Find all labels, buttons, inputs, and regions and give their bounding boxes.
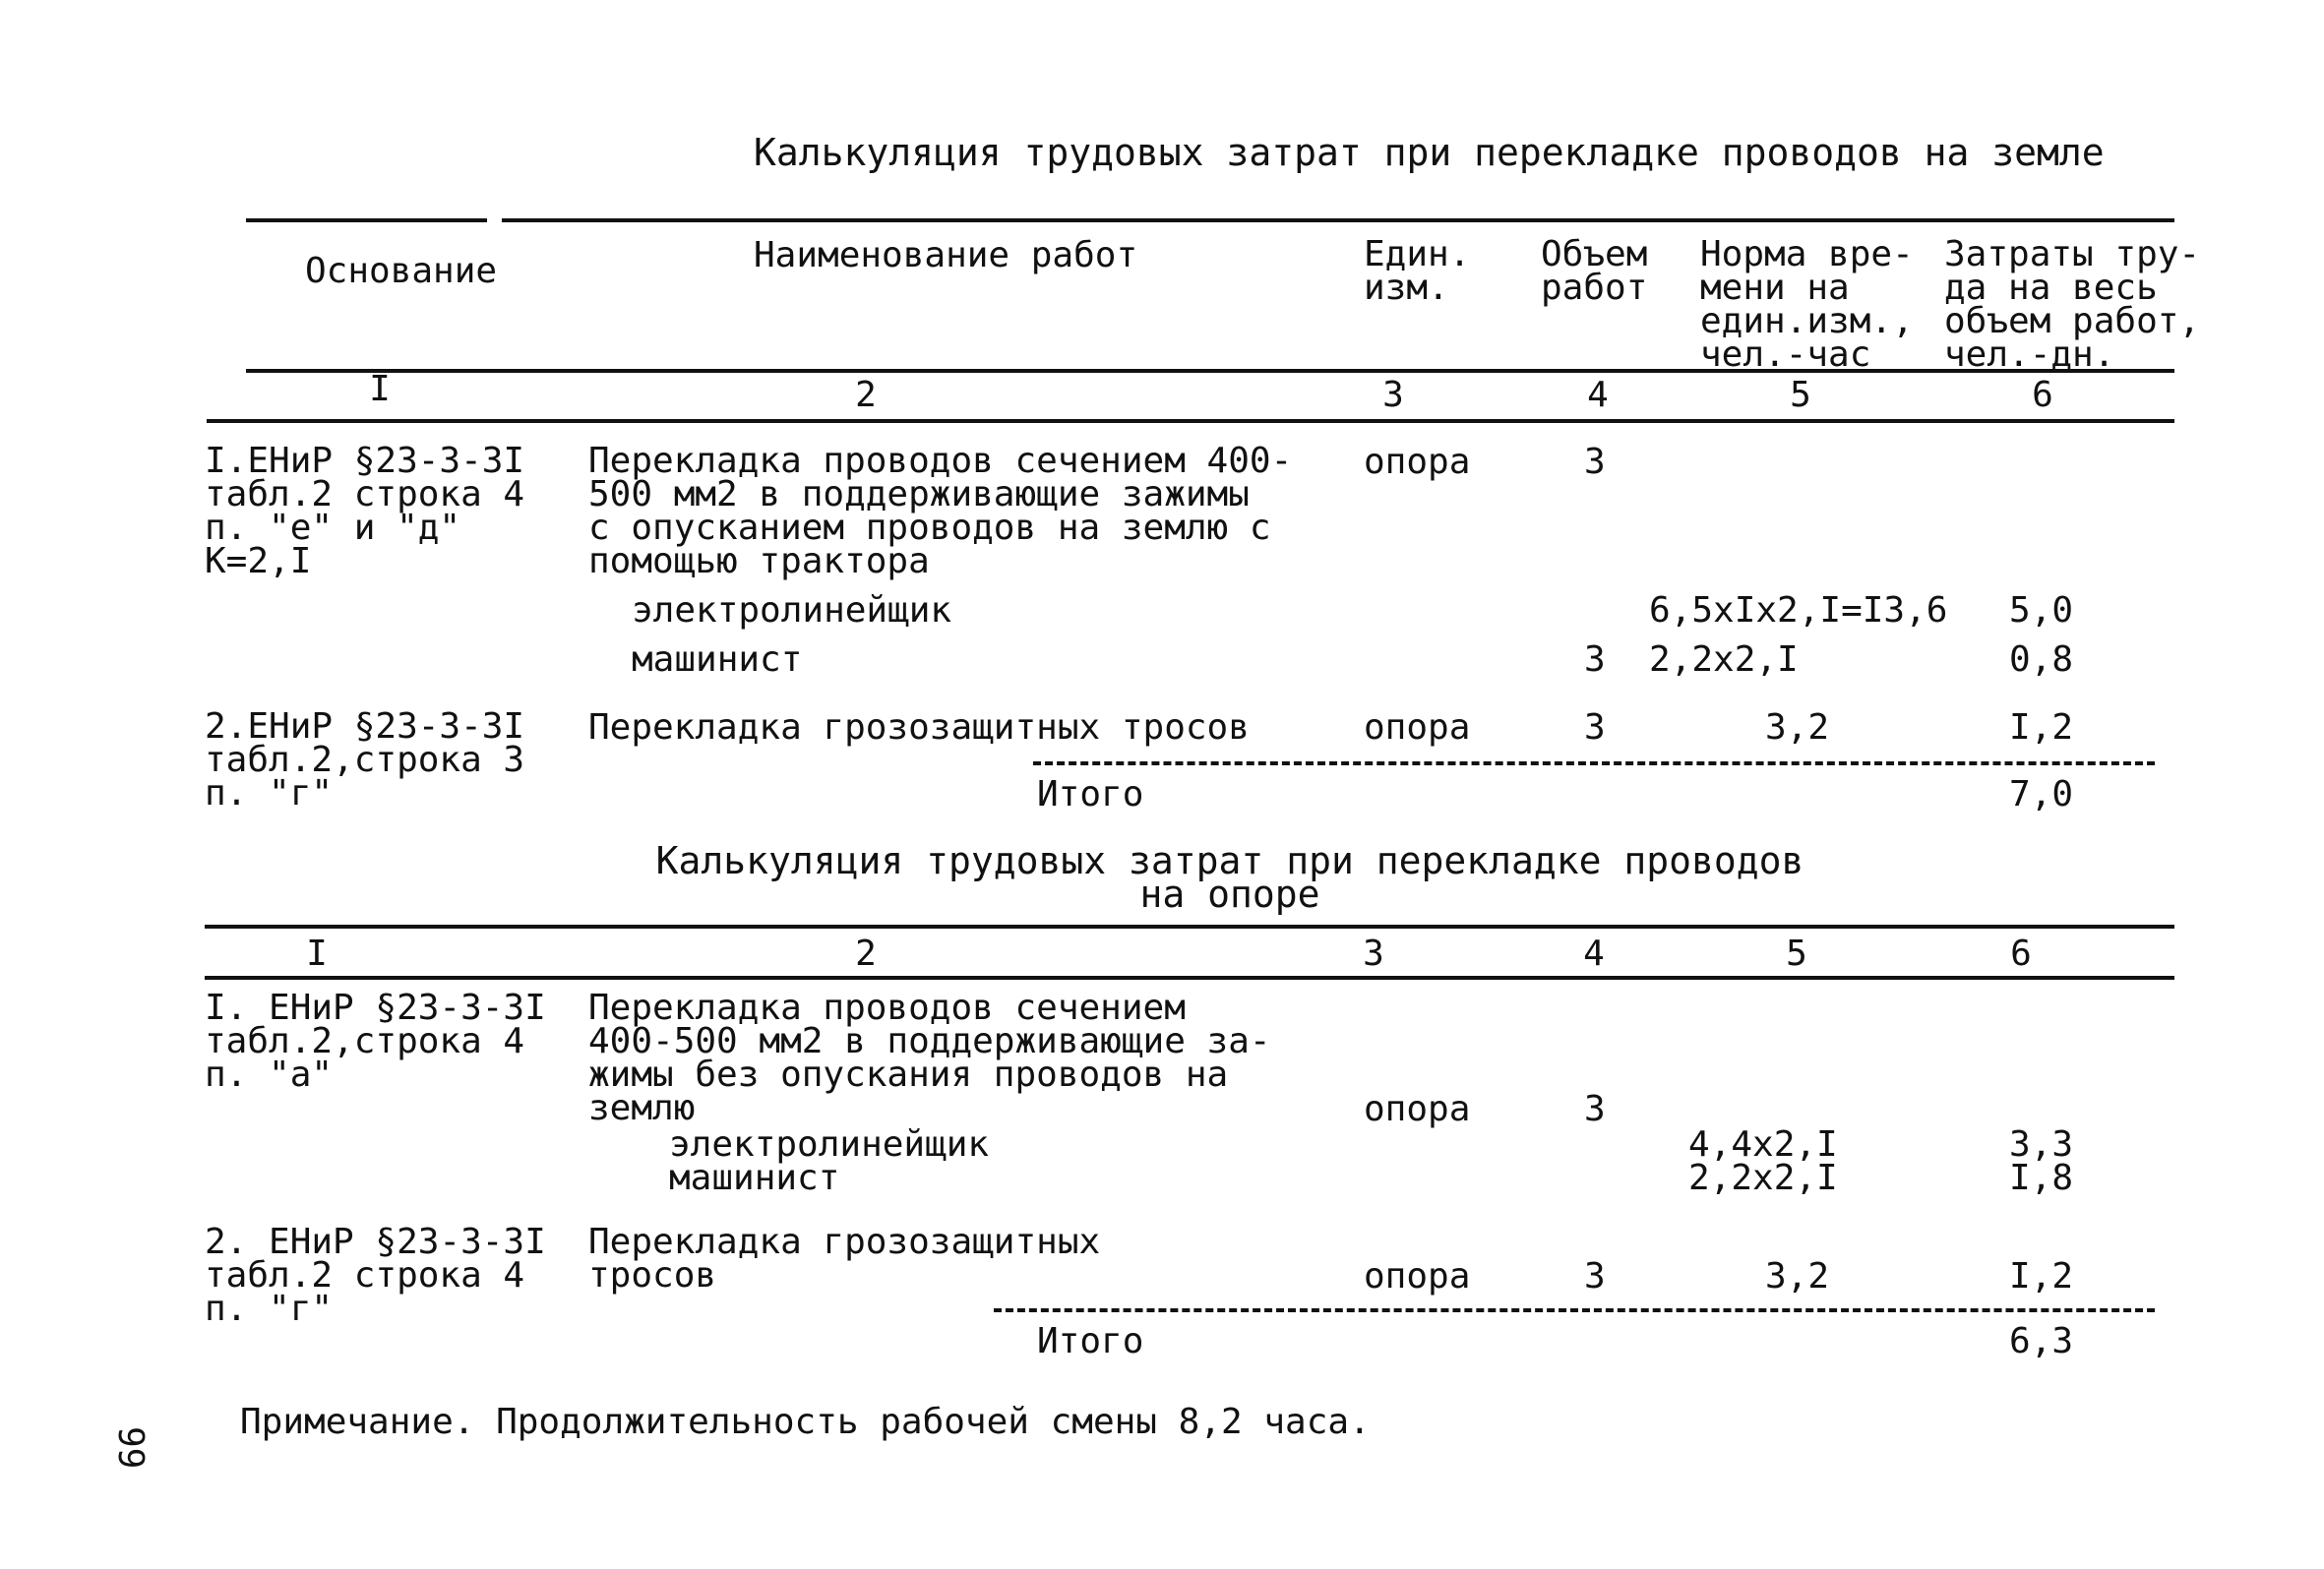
table1-colnum-5: 5 [1790,375,1811,415]
table1-total-dashes [1033,761,2155,765]
table1-row2-cost: I,2 [2009,707,2074,748]
table2-row2-norm: 3,2 [1765,1256,1830,1297]
table1-row1-worker2-name: машинист [632,639,803,680]
table2-row1-basis: I. ЕНиР §23-3-3I табл.2,строка 4 п. "а" [205,988,546,1095]
table2-row1-worker2-norm: 2,2х2,I [1688,1158,1838,1198]
table1-header-unit: Един. изм. [1364,234,1471,308]
table1-colnum-4: 4 [1587,375,1609,415]
table2-colnum-5: 5 [1786,934,1807,974]
table2-colnum-6: 6 [2010,934,2032,974]
table2-row1-worker2-name: машинист [669,1158,840,1198]
table1-top-rule [502,218,2174,222]
table1-title: Калькуляция трудовых затрат при перекладке проводов на земле [754,131,2105,174]
table1-header-volume: Объем работ [1541,234,1648,308]
footnote: Примечание. Продолжительность рабочей смены 8,2 часа. [240,1402,1371,1442]
table1-row2-volume: 3 [1584,707,1606,748]
table1-row1-name: Перекладка проводов сечением 400- 500 мм2 в поддерживающие зажимы с опусканием проводов на землю с помощью трактора [588,441,1293,581]
table2-colnum-4: 4 [1583,934,1605,974]
table1-row1-worker1-norm: 6,5хIх2,I=I3,6 [1649,590,1948,631]
table1-row2-unit: опора [1364,707,1471,748]
table1-header-cost: Затраты тру- да на весь объем работ, чел.-дн. [1944,234,2201,375]
table2-title-line2: на опоре [1139,873,1320,916]
table2-row1-unit: опора [1364,1089,1471,1129]
table1-header-norm: Норма вре- мени на един.изм., чел.-час [1700,234,1914,375]
table2-total-label: Итого [1037,1321,1144,1361]
table2-colnum-2: 2 [855,934,877,974]
table1-row1-volume: 3 [1584,442,1606,482]
table1-row2-norm: 3,2 [1765,707,1830,748]
table1-colnum-1: I [369,369,391,409]
table2-colnum-1: I [306,934,328,974]
table1-total-value: 7,0 [2009,774,2074,815]
table1-top-rule-left [246,218,487,222]
table2-row2-unit: опора [1364,1256,1471,1297]
table1-row1-worker2-norm: 2,2х2,I [1649,639,1799,680]
table1-colnum-3: 3 [1382,375,1404,415]
table1-row1-worker2-volume: 3 [1584,639,1606,680]
table2-row1-volume: 3 [1584,1089,1606,1129]
table2-row1-worker1-name: электролинейщик [669,1124,990,1165]
table2-row2-name: Перекладка грозозащитных тросов [588,1222,1101,1296]
table1-header-rule [246,369,2174,373]
table1-total-label: Итого [1037,774,1144,815]
table1-row1-basis: I.ЕНиР §23-3-3I табл.2 строка 4 п. "е" и "д" К=2,I [205,441,525,581]
page-number: 99 [110,1426,151,1470]
table1-header-name: Наименование работ [754,235,1138,275]
table2-colnum-rule [205,976,2174,980]
table1-header-basis: Основание [305,251,498,291]
table1-row1-worker1-name: электролинейщик [632,590,952,631]
table2-row2-volume: 3 [1584,1256,1606,1297]
table2-row1-name: Перекладка проводов сечением 400-500 мм2 в поддерживающие за- жимы без опускания проводов на землю [588,988,1271,1128]
table1-row1-worker1-cost: 5,0 [2009,590,2074,631]
table2-row2-cost: I,2 [2009,1256,2074,1297]
table1-row1-unit: опора [1364,442,1471,482]
table2-row1-worker1-norm: 4,4х2,I [1688,1124,1838,1165]
table2-total-value: 6,3 [2009,1321,2074,1361]
table1-row1-worker2-cost: 0,8 [2009,639,2074,680]
table1-row2-name: Перекладка грозозащитных тросов [588,707,1250,748]
table2-title-line1: Калькуляция трудовых затрат при перекладке проводов [655,839,1804,882]
table1-colnum-rule [207,419,2174,423]
table2-colnum-3: 3 [1363,934,1384,974]
table2-row1-worker1-cost: 3,3 [2009,1124,2074,1165]
table2-row1-worker2-cost: I,8 [2009,1158,2074,1198]
table2-row2-basis: 2. ЕНиР §23-3-3I табл.2 строка 4 п. "г" [205,1222,546,1329]
table2-top-rule [205,925,2174,929]
table2-total-dashes [994,1308,2155,1312]
table1-row2-basis: 2.ЕНиР §23-3-3I табл.2,строка 3 п. "г" [205,706,525,814]
table1-colnum-2: 2 [855,375,877,415]
table1-colnum-6: 6 [2032,375,2053,415]
